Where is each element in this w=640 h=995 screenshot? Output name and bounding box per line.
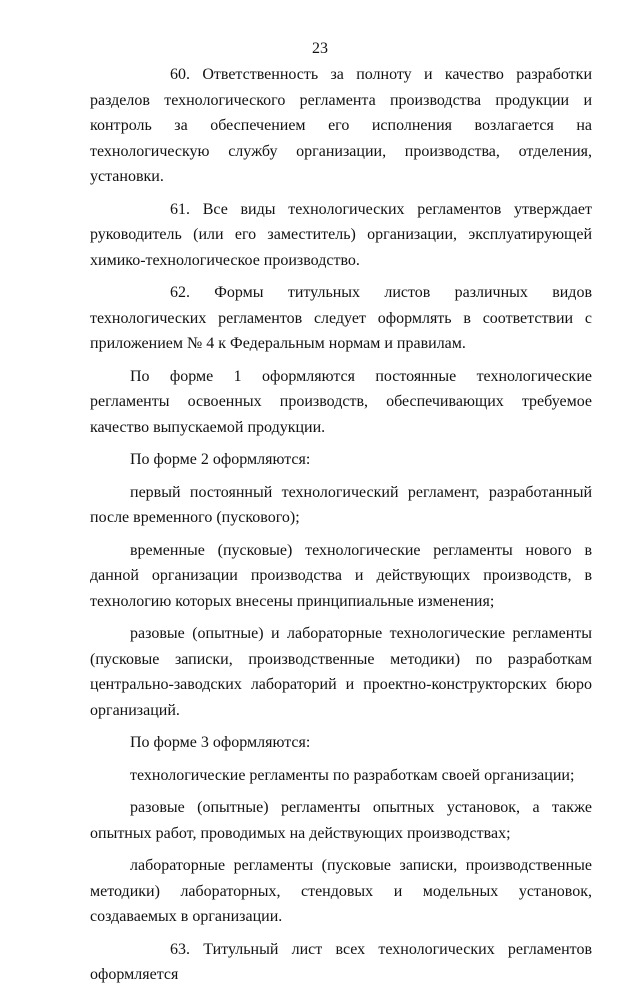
paragraph-form-1: По форме 1 оформляются постоянные технологические регламенты освоенных производств, обеспечивающих требуемое качество выпускаемой продукции.	[90, 367, 592, 436]
paragraph-form-2-heading: По форме 2 оформляются:	[130, 451, 311, 468]
paragraph-form-3-heading: По форме 3 оформляются:	[130, 734, 311, 751]
clause-number: 61.	[170, 200, 190, 218]
paragraph-form-3-item-2: разовые (опытные) регламенты опытных установок, а также опытных работ, проводимых на действующих производствах;	[90, 799, 592, 842]
document-body	[90, 62, 592, 995]
paragraph-form-3-item-1: технологические регламенты по разработкам своей организации;	[130, 766, 575, 784]
clause-number: 62.	[170, 284, 190, 301]
paragraph-text: Все виды технологических регламентов утверждает руководитель (или его заместитель) организации, эксплуатирующей химико-технологическое производство.	[90, 200, 592, 269]
paragraph-text: Ответственность за полноту и качество разработки разделов технологического регламента производства продукции и контроль за обеспечением его исполнения возлагается на технологическую службу организации, производства, отделения, установки.	[90, 66, 593, 185]
paragraph-61	[90, 197, 592, 274]
paragraph-60	[90, 62, 592, 190]
paragraph-63	[90, 937, 592, 988]
clause-number: 60.	[170, 66, 190, 83]
paragraph-text: Титульный лист всех технологических регламентов оформляется	[90, 940, 592, 983]
paragraph-text: Формы титульных листов различных видов технологических регламентов следует оформлять в соответствии с приложением № 4 к Федеральным нормам и правилам.	[90, 284, 593, 352]
paragraph-form-2-item-1: первый постоянный технологический регламент, разработанный после временного (пускового);	[90, 483, 592, 526]
paragraph-form-2-item-2: временные (пусковые) технологические регламенты нового в данной организации производства и действующих производств, в технологию которых внесены принципиальные изменения;	[90, 541, 592, 610]
clause-number: 63.	[170, 940, 190, 958]
paragraph-form-3-item-3: лабораторные регламенты (пусковые записки, производственные методики) лабораторных, стендовых и модельных установок, создаваемых в организации.	[90, 857, 592, 925]
paragraph-form-2-item-3: разовые (опытные) и лабораторные технологические регламенты (пусковые записки, производственные методики) по разработкам центрально-заводских лабораторий и проектно-конструкторских бюро организаций.	[90, 625, 592, 719]
page-number: 23	[312, 40, 328, 57]
paragraph-62	[90, 280, 592, 357]
